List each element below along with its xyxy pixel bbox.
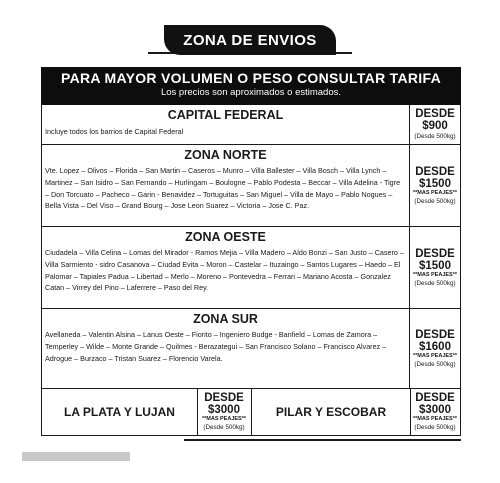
table-header [41,67,461,105]
zone-description: Ciudadela – Villa Celina – Lomas del Mirador - Ramos Mejia – Villa Madero – Aldo Bonzi – San Justo – Casero – Villa Sarmiento - sidro Casanova – Ciudad Evita – Moron – Castelar – Ituzaingo – Santos Lugares – Haedo – El Palomar – Tapiales Padua – Libertad – Merlo – Moreno – Pontevedra – Ferrari – Mariano Acosta – Gonzalez Catan – Virrey del Pino – Laferrere – Paso del Rey. [45,248,404,293]
title-banner [0,25,500,55]
price-weight: (Desde 500kg) [414,197,456,205]
footer-divider [184,439,461,441]
zone-description: Vte. Lopez – Olivos – Florida – San Martin – Caseros – Munro – Villa Ballester – Villa Bosch – Villa Lynch – Martinez – San Isidro – San Fernando – Hurlingam – Boulogne – Pablo Podesta – Beccar – Villa Adelina - Tigre – Don Torcuato – Pacheco – Garin - Benavidez – Tortuguitas – San Miguel – Villa de Mayo – Pablo Nogues – Bella Vista – Del Viso – Grand Bourg – Jose Leon Suarez – Victoria – Jose C. Paz. [45,166,401,211]
footer-bar [22,452,130,461]
zone-info [42,145,410,226]
zone-info [42,309,410,388]
zone-price [410,145,460,226]
zone-row-sur [42,309,460,389]
zone-info [42,227,410,308]
price-prefix: DESDE [204,392,244,404]
price-weight: (Desde 500kg) [203,424,245,431]
price-prefix: DESDE [415,392,455,404]
price-amount: $1500 [419,177,451,190]
zone-name: CAPITAL FEDERAL [167,108,284,122]
page-title: ZONA DE ENVIOS [164,25,336,55]
price-amount: $900 [422,120,448,132]
zone-info [42,105,410,144]
price-note: **MAS PEAJES** [201,416,247,422]
price-note: **MAS PEAJES** [412,271,458,278]
zone-name: ZONA NORTE [184,148,267,162]
zone-description: Avellaneda – Valentin Alsina – Lanus Oeste – Fiorito – Ingeniero Budge - Banfield – Lomas de Zamora – Temperley – Wilde – Monte Grande – Quilmes - Berazategui – San Francisco Solano – Francisco Alvarez – Adrogue – Burzaco – Tristan Suarez – Florencio Varela. [45,330,387,363]
price-amount: $3000 [419,404,451,416]
shipping-zones-table [41,105,461,436]
zone-name-la-plata: LA PLATA Y LUJAN [64,405,175,419]
price-note: **MAS PEAJES** [412,416,458,422]
zone-price-pilar [410,389,460,435]
price-prefix: DESDE [415,328,455,341]
zone-row-oeste [42,227,460,309]
header-notice: PARA MAYOR VOLUMEN O PESO CONSULTAR TARIFA [61,70,441,86]
price-weight: (Desde 500kg) [414,424,456,431]
zone-price [410,227,460,308]
price-prefix: DESDE [415,165,455,178]
price-prefix: DESDE [415,108,455,120]
zone-name: ZONA SUR [193,312,258,326]
price-amount: $1600 [419,340,451,353]
price-note: **MAS PEAJES** [412,189,458,196]
price-weight: (Desde 500kg) [414,279,456,287]
zone-row-extra [42,389,460,435]
zone-row-capital-federal [42,105,460,145]
zone-price [410,105,460,144]
price-amount: $3000 [208,404,240,416]
header-subnotice: Los precios son aproximados o estimados. [160,87,342,98]
zone-price-la-plata [198,389,250,435]
zone-price [410,309,460,388]
zone-name-pilar: PILAR Y ESCOBAR [275,405,387,419]
price-weight: (Desde 500kg) [414,133,456,140]
zone-description: Incluye todos los barrios de Capital Federal [45,127,184,136]
zone-row-norte [42,145,460,227]
price-amount: $1500 [419,259,451,272]
price-note: **MAS PEAJES** [412,352,458,359]
price-prefix: DESDE [415,247,455,260]
price-weight: (Desde 500kg) [414,360,456,368]
zone-name: ZONA OESTE [185,230,266,244]
